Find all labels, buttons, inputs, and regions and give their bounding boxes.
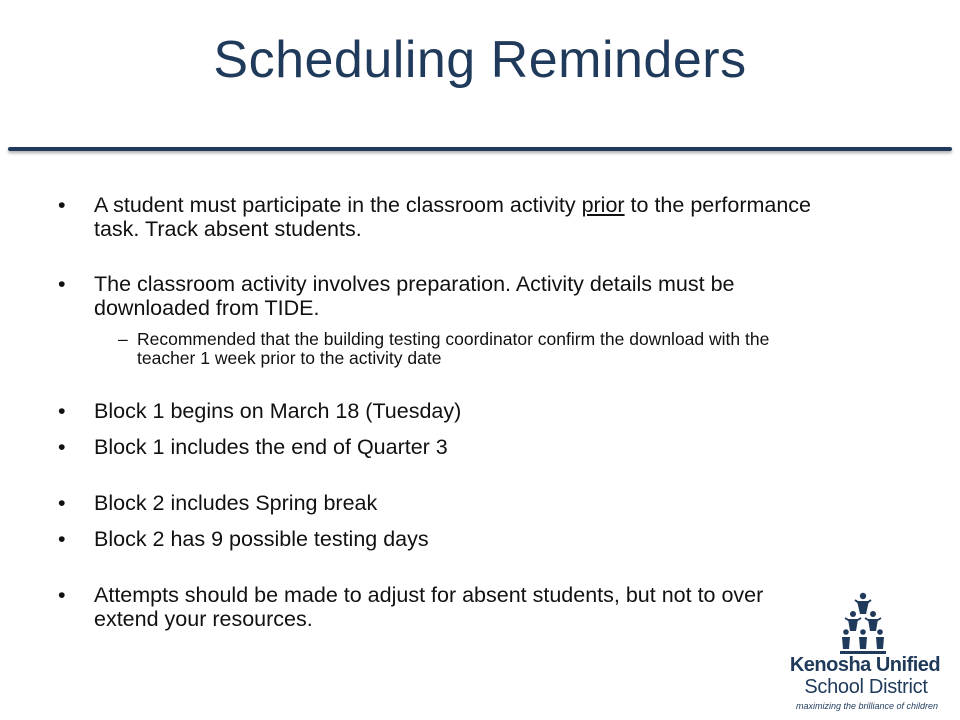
logo-district-subname: School District <box>804 676 928 698</box>
bullet-item <box>58 399 818 423</box>
bullet-item <box>58 491 818 515</box>
bullet-item <box>58 193 818 241</box>
bullet-dot: • <box>58 272 66 296</box>
bullet-dot: • <box>58 193 66 217</box>
title-divider <box>8 147 952 151</box>
logo-district-name: Kenosha Unified <box>789 654 941 676</box>
district-logo <box>782 592 952 717</box>
kenosha-logo-icon <box>840 592 886 654</box>
bullet-text: Block 2 has 9 possible testing days <box>94 527 429 551</box>
bullet-text: The classroom activity involves preparation. Activity details must be downloaded from TIDE. <box>94 272 735 320</box>
bullet-dot: • <box>58 491 66 515</box>
bullet-item <box>58 272 818 320</box>
bullet-list <box>58 193 818 631</box>
bullet-item <box>58 435 818 459</box>
sub-bullet-text: Recommended that the building testing coordinator confirm the download with the teacher 1 week prior to the activity date <box>137 329 770 368</box>
slide-title: Scheduling Reminders <box>213 31 747 89</box>
bullet-dot: • <box>58 399 66 423</box>
sub-bullet-item <box>58 330 818 368</box>
bullet-dot: • <box>58 527 66 551</box>
bullet-text-pre: A student must participate in the classroom activity <box>94 193 582 217</box>
sub-bullet-dash: – <box>118 329 128 349</box>
bullet-item <box>58 583 818 631</box>
bullet-dot: • <box>58 435 66 459</box>
logo-tagline: maximizing the brilliance of children <box>795 701 939 711</box>
bullet-dot: • <box>58 583 66 607</box>
bullet-text: Block 1 includes the end of Quarter 3 <box>94 435 448 459</box>
bullet-text: Attempts should be made to adjust for absent students, but not to over extend your resources. <box>94 583 764 631</box>
bullet-text: Block 1 begins on March 18 (Tuesday) <box>94 399 462 423</box>
bullet-text: Block 2 includes Spring break <box>94 491 378 515</box>
bullet-item <box>58 527 818 551</box>
bullet-text-underlined: prior <box>581 193 625 217</box>
bullet-text-post: to the performance task. Track absent students. <box>94 193 812 241</box>
